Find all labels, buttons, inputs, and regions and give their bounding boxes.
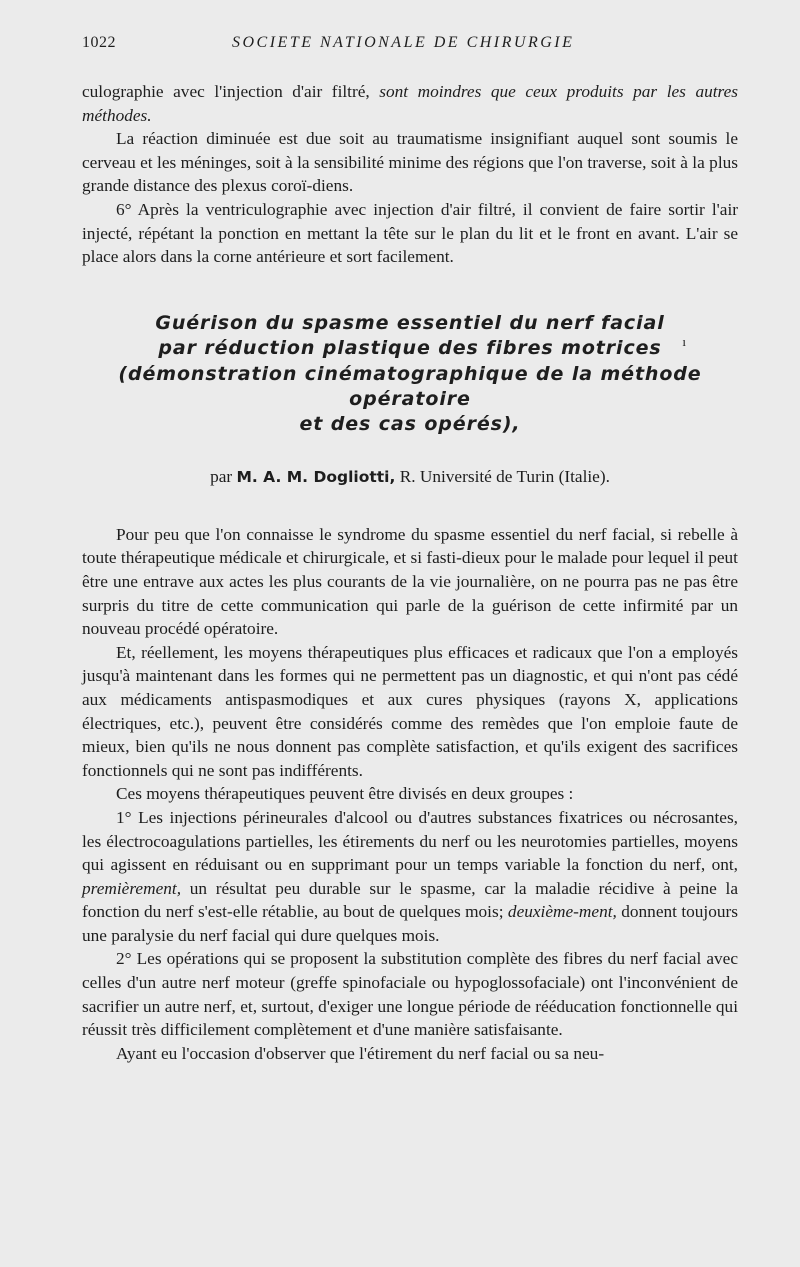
byline <box>82 465 738 489</box>
italic-phrase: sont moindres que ceux produits par les autres méthodes. <box>82 82 739 125</box>
article-body <box>82 523 738 1066</box>
running-head <box>82 34 738 58</box>
italic-word: deuxième-ment, <box>507 902 617 922</box>
italic-word: premièrement, <box>82 878 182 898</box>
title-line: par réduction plastique des fibres motrices <box>158 337 662 360</box>
paragraph: Pour peu que l'on connaisse le syndrome du spasme essentiel du nerf facial, si rebelle à toute thérapeutique médicale et chirurgicale, et si fasti-dieux pour le malade pour lequel il peut être une entrave aux actes les plus courants de la vie journalière, on ne pourra pas ne pas être surpris du titre de cette communication qui parle de la guérison de cette infirmité par un nouveau procédé opératoire. <box>82 524 738 639</box>
end-mark: ı <box>682 334 686 349</box>
paragraph: Et, réellement, les moyens thérapeutiques plus efficaces et radicaux que l'on a employés jusqu'à maintenant dans les formes qui ne permettent pas un diagnostic, et qui n'ont pas cédé aux médicaments antispasmodiques et aux cures physiques (rayons X, applications électriques, etc.), peuvent être considérés comme des remèdes que l'on emploie faute de mieux, bien qu'ils ne nous donnent pas complète satisfaction, et qu'ils exigent des sacrifices fonctionnels qui ne sont pas indifférents. <box>82 642 738 780</box>
previous-article-ending <box>82 80 738 269</box>
journal-title: SOCIETE NATIONALE DE CHIRURGIE <box>232 34 575 51</box>
paragraph: 1° Les injections périneurales d'alcool ou d'autres substances fixatrices ou nécrosantes, les électrocoagulations partielles, les étirements du nerf ou les neurotomies partielles, moyens qui agissent en réduisant ou en supprimant pour un temps variable la fonction du nerf, ont, premièrement, un résultat peu durable sur le spasme, car la maladie récidive à peine la fonction du nerf s'est-elle rétablie, au bout de quelques mois; deuxième-ment, donnent toujours une paralysie du nerf facial qui dure quelques mois. <box>82 807 738 945</box>
author-affiliation: R. Université de Turin (Italie). <box>399 466 610 486</box>
article-title <box>82 311 738 438</box>
author-name: M. A. M. Dogliotti, <box>236 467 396 486</box>
paragraph: Ces moyens thérapeutiques peuvent être divisés en deux groupes : <box>116 784 574 804</box>
title-line: et des cas opérés), <box>299 413 521 436</box>
byline-prefix: par <box>210 466 233 486</box>
paragraph: Ayant eu l'occasion d'observer que l'étirement du nerf facial ou sa neu- <box>116 1043 605 1063</box>
page-number: 1022 <box>82 34 116 51</box>
title-line: (démonstration cinématographique de la méthode opératoire <box>118 362 702 410</box>
paragraph: La réaction diminuée est due soit au traumatisme insignifiant auquel sont soumis le cerveau et les méninges, soit à la sensibilité minime des régions que l'on traverse, soit à la plus grande distance des plexus coroï-diens. <box>82 129 738 196</box>
paragraph: 2° Les opérations qui se proposent la substitution complète des fibres du nerf facial avec celles d'un autre nerf moteur (greffe spinofaciale ou hypoglossofaciale) ont l'inconvénient de sacrifier un autre nerf, et, surtout, d'exiger une longue période de rééducation fonctionnelle qui réussit très difficilement complètement et d'une manière satisfaisante. <box>82 949 738 1040</box>
paragraph: 6° Après la ventriculographie avec injection d'air filtré, il convient de faire sortir l'air injecté, répétant la ponction en mettant la tête sur le plan du lit et le front en avant. L'air se place alors dans la corne antérieure et sort facilement. <box>82 199 738 267</box>
page <box>82 34 738 1065</box>
title-line: Guérison du spasme essentiel du nerf facial <box>155 311 665 334</box>
paragraph: culographie avec l'injection d'air filtré, sont moindres que ceux produits par les autres méthodes. <box>82 82 739 125</box>
